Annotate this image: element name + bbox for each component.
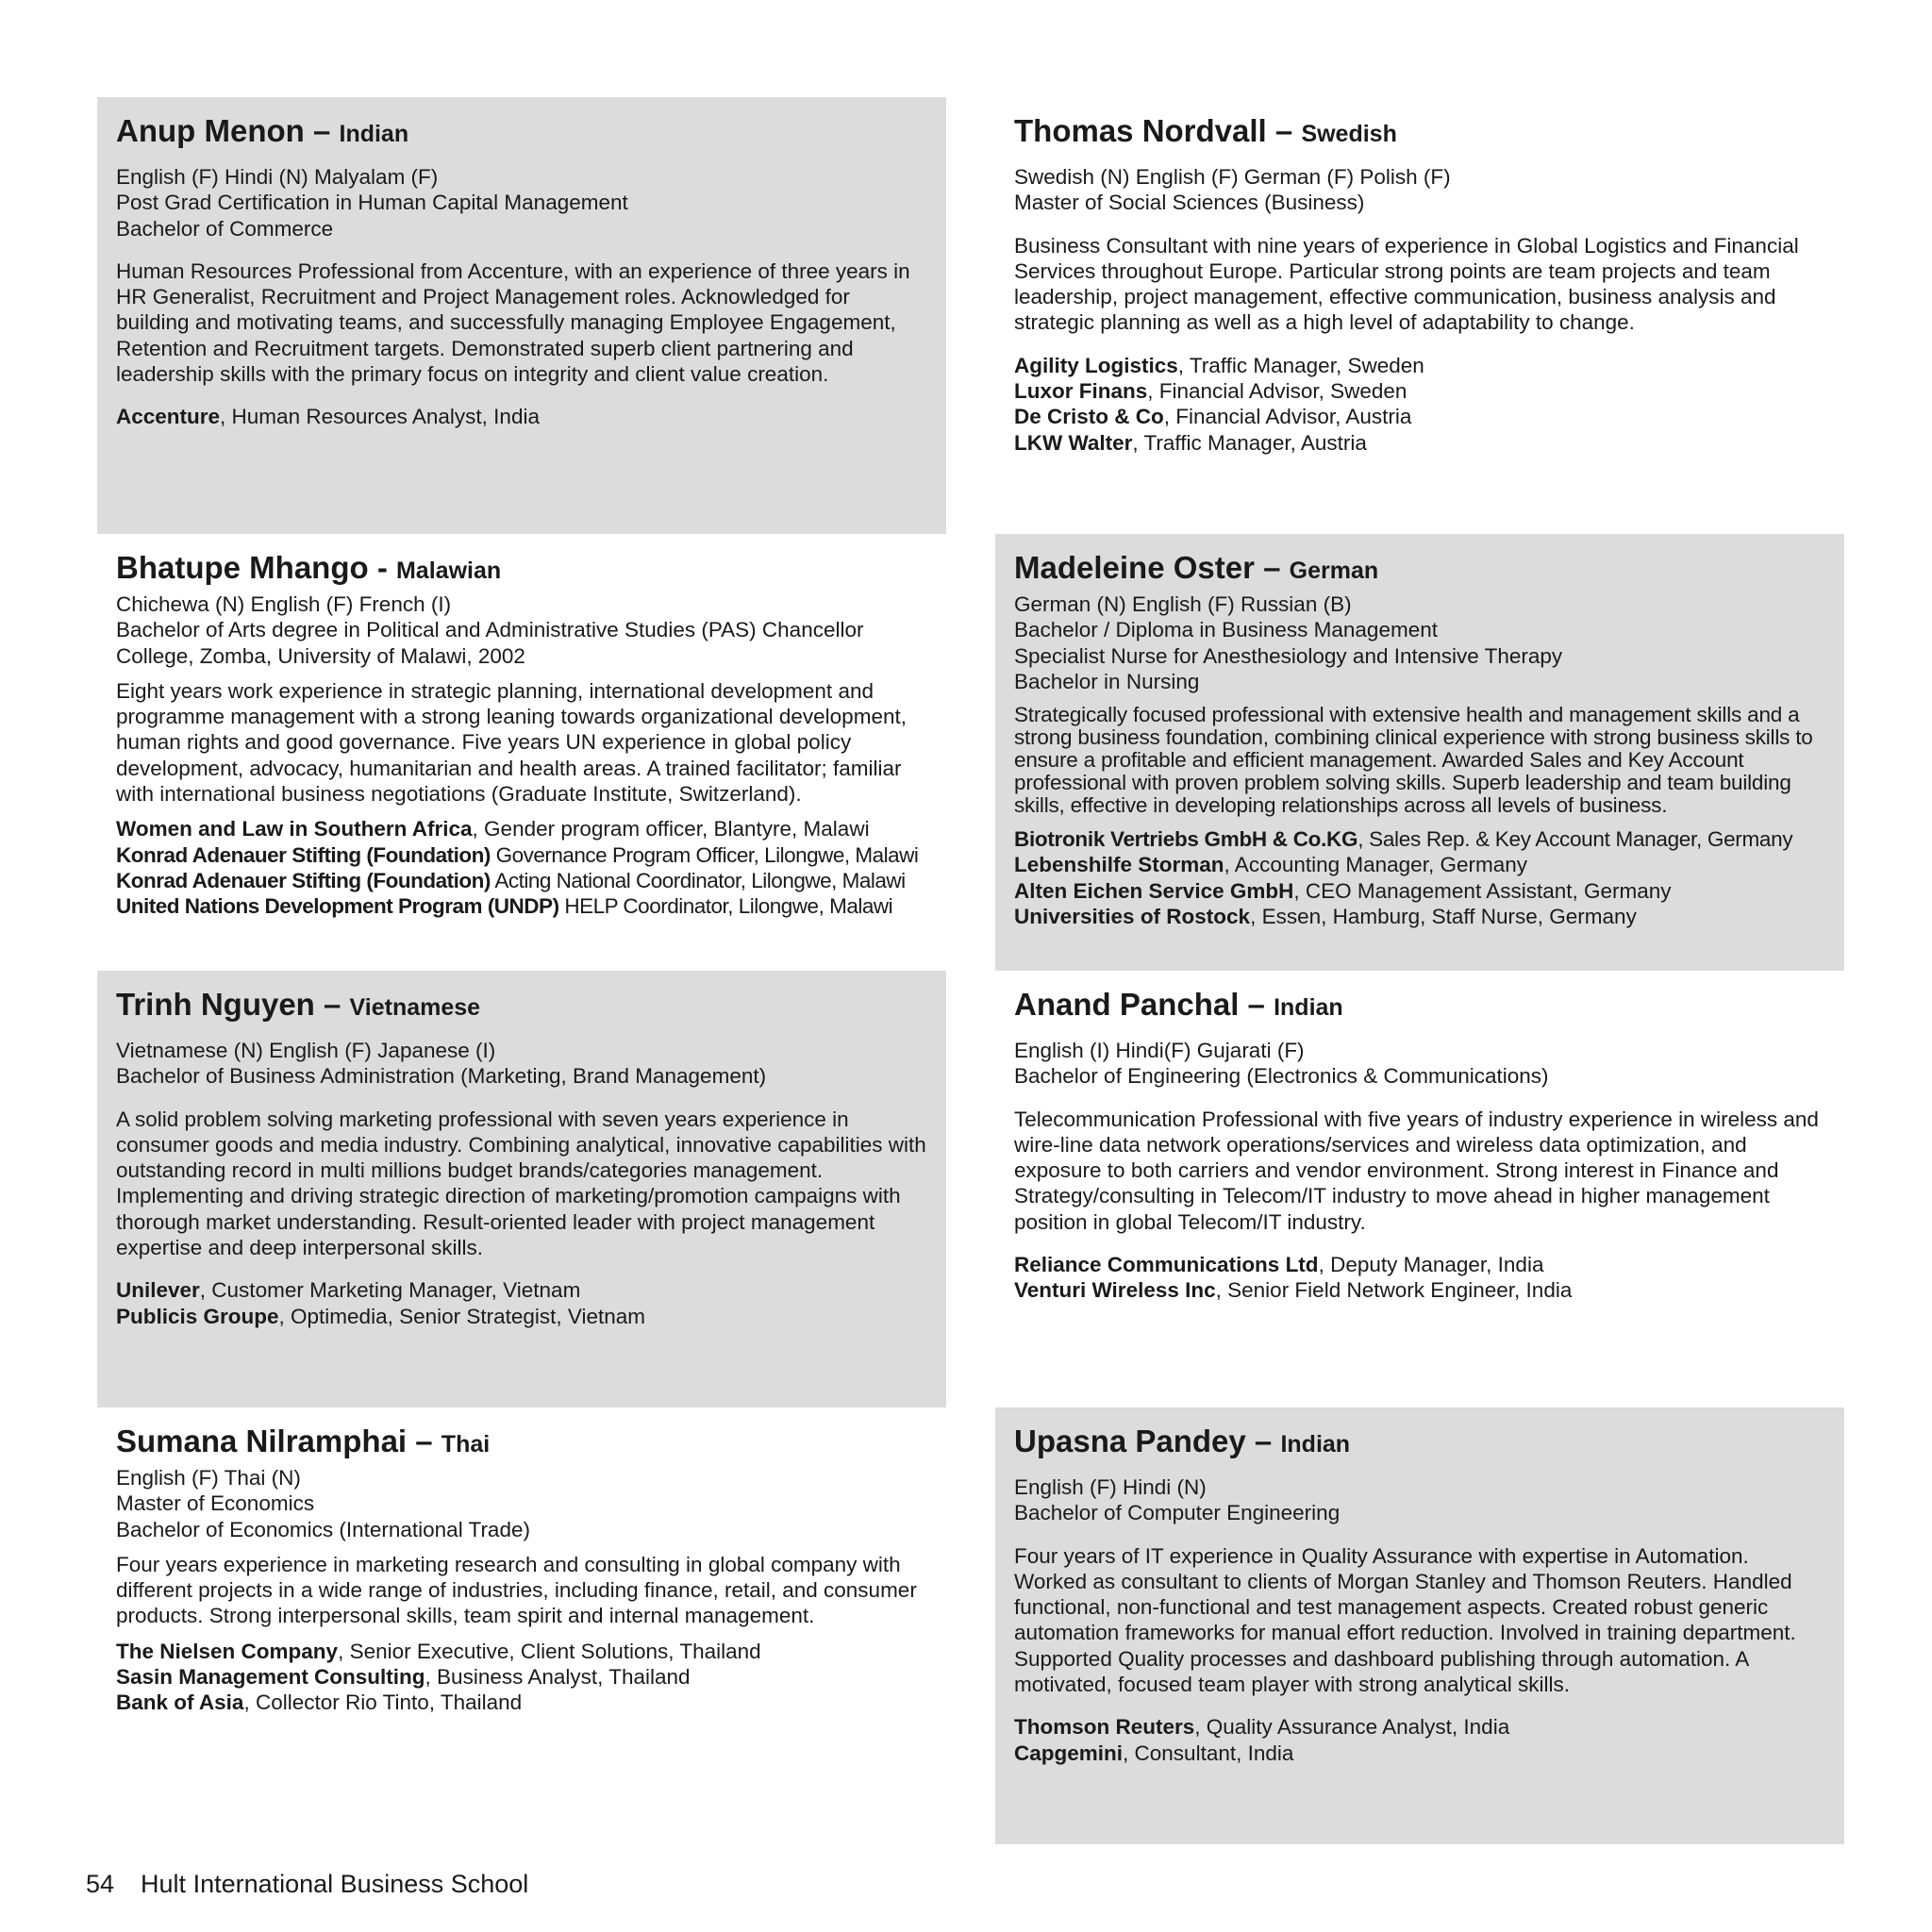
profile-details: Vietnamese (N) English (F) Japanese (I) Bachelor of Business Administration (Marketing, Brand Management) <box>116 1039 767 1089</box>
employer-entry: Lebenshilfe Storman, Accounting Manager, Germany <box>1014 853 1527 877</box>
employer-entry: Universities of Rostock, Essen, Hamburg, Staff Nurse, Germany <box>1014 905 1637 929</box>
profile-summary: Eight years work experience in strategic planning, international development and programme management with a strong leaning towards organizational development, human rights and good governance. Five years UN experience in global policy development, advocacy, humanitarian and health areas. A trained facilitator; familiar with international business negotiations (Graduate Institute, Switzerland). <box>116 678 907 807</box>
profile-summary: Four years of IT experience in Quality Assurance with expertise in Automation. Worked as consultant to clients of Morgan Stanley and Thomson Reuters. Handled functional, non-functional and test management aspects. Created robust generic automation frameworks for manual effort reduction. Involved in training department. Supported Quality processes and dashboard publishing through automation. A motivated, focused team player with strong analytical skills. <box>1014 1543 1796 1697</box>
employer-entry: United Nations Development Program (UNDP) HELP Coordinator, Lilongwe, Malawi <box>116 894 893 919</box>
profile-employers <box>116 1277 927 1329</box>
profile-summary: Business Consultant with nine years of experience in Global Logistics and Financial Services throughout Europe. Particular strong points are team projects and team leadership, project management, effective communication, business analysis and strategic planning as well as a high level of adaptability to change. <box>1014 233 1799 335</box>
profile-summary: Four years experience in marketing research and consulting in global company with different projects in a wide range of industries, including finance, retail, and consumer products. Strong interpersonal skills, team spirit and internal management. <box>116 1552 917 1628</box>
profile-name: Thomas Nordvall – Swedish <box>1014 113 1397 148</box>
employer-entry: Women and Law in Southern Africa, Gender program officer, Blantyre, Malawi <box>116 817 870 841</box>
profile-details: English (F) Hindi (N) Bachelor of Computer Engineering <box>1014 1475 1341 1525</box>
employer-entry: Thomson Reuters, Quality Assurance Analyst, India <box>1014 1715 1510 1740</box>
profile-employers <box>116 1639 927 1716</box>
profile-details: Swedish (N) English (F) German (F) Polish (F) Master of Social Sciences (Business) <box>1014 165 1451 215</box>
profile-employers <box>1014 1252 1825 1304</box>
page-number: 54 <box>86 1870 115 1898</box>
employer-entry: Agility Logistics, Traffic Manager, Sweden <box>1014 353 1424 377</box>
profile-name: Bhatupe Mhango - Malawian <box>116 550 502 585</box>
profile-employers <box>1014 353 1825 456</box>
profile-name: Anand Panchal – Indian <box>1014 987 1343 1022</box>
profile-card-anand-panchal <box>995 971 1844 1407</box>
profile-nationality: Swedish <box>1301 121 1397 147</box>
employer-entry: De Cristo & Co, Financial Advisor, Austria <box>1014 405 1412 429</box>
profile-name: Trinh Nguyen – Vietnamese <box>116 987 481 1022</box>
profile-card-trinh-nguyen <box>97 971 946 1407</box>
employer-entry: Sasin Management Consulting, Business Analyst, Thailand <box>116 1665 691 1690</box>
employer-entry: The Nielsen Company, Senior Executive, Client Solutions, Thailand <box>116 1639 761 1663</box>
profile-nationality: Indian <box>339 121 409 147</box>
employer-entry: Luxor Finans, Financial Advisor, Sweden <box>1014 379 1407 404</box>
profile-name: Sumana Nilramphai – Thai <box>116 1424 491 1458</box>
publication-name: Hult International Business School <box>141 1870 529 1898</box>
profile-card-madeleine-oster <box>995 534 1844 971</box>
profile-summary: Human Resources Professional from Accenture, with an experience of three years in HR Generalist, Recruitment and Project Management roles. Acknowledged for building and motivating teams, and successfully managing Employee Engagement, Retention and Recruitment targets. Demonstrated superb client partnering and leadership skills with the primary focus on integrity and client value creation. <box>116 258 910 387</box>
employer-entry: Bank of Asia, Collector Rio Tinto, Thailand <box>116 1690 523 1715</box>
profile-details: English (F) Hindi (N) Malyalam (F) Post Grad Certification in Human Capital Management Bachelor of Commerce <box>116 165 628 241</box>
profile-details: English (F) Thai (N) Master of Economics Bachelor of Economics (International Trade) <box>116 1466 530 1541</box>
profile-details: Chichewa (N) English (F) French (I) Bachelor of Arts degree in Political and Administrative Studies (PAS) Chancellor College, Zomba, University of Malawi, 2002 <box>116 592 864 668</box>
profile-details: German (N) English (F) Russian (B) Bachelor / Diploma in Business Management Specialist Nurse for Anesthesiology and Intensive Therapy Bachelor in Nursing <box>1014 592 1563 693</box>
profile-nationality: Malawian <box>395 558 502 584</box>
employer-entry: Publicis Groupe, Optimedia, Senior Strategist, Vietnam <box>116 1304 646 1328</box>
employer-entry: Konrad Adenauer Stifting (Foundation) Governance Program Officer, Lilongwe, Malawi <box>116 842 919 867</box>
profile-nationality: German <box>1289 558 1379 584</box>
profile-card-sumana-nilramphai <box>97 1407 946 1844</box>
profile-card-thomas-nordvall <box>995 97 1844 534</box>
employer-entry: Alten Eichen Service GmbH, CEO Management Assistant, Germany <box>1014 878 1672 903</box>
profile-summary: Telecommunication Professional with five years of industry experience in wireless and wire-line data network operations/services and wireless data optimization, and exposure to both carriers and vendor environment. Strong interest in Finance and Strategy/consulting in Telecom/IT industry to move ahead in higher management position in global Telecom/IT industry. <box>1014 1107 1819 1234</box>
profile-nationality: Indian <box>1274 994 1343 1021</box>
profile-nationality: Vietnamese <box>349 994 481 1021</box>
employer-entry: Reliance Communications Ltd, Deputy Manager, India <box>1014 1253 1544 1277</box>
employer-entry: Biotronik Vertriebs GmbH & Co.KG, Sales Rep. & Key Account Manager, Germany <box>1014 827 1793 852</box>
profile-card-bhatupe-mhango <box>97 534 946 971</box>
profile-name: Madeleine Oster – German <box>1014 550 1379 585</box>
employer-entry: Konrad Adenauer Stifting (Foundation) Acting National Coordinator, Lilongwe, Malawi <box>116 868 906 892</box>
profile-card-upasna-pandey <box>995 1407 1844 1844</box>
profile-name: Upasna Pandey – Indian <box>1014 1424 1351 1458</box>
profile-nationality: Thai <box>441 1431 491 1457</box>
employer-entry: Capgemini, Consultant, India <box>1014 1740 1294 1765</box>
profile-employers <box>116 816 927 919</box>
profile-details: English (I) Hindi(F) Gujarati (F) Bachelor of Engineering (Electronics & Communications) <box>1014 1039 1549 1089</box>
profile-summary: A solid problem solving marketing professional with seven years experience in consumer goods and media industry. Combining analytical, innovative capabilities with outstanding record in multi millions budget brands/categories management. Implementing and driving strategic direction of marketing/promotion campaigns with thorough market understanding. Result-oriented leader with project management expertise and deep interpersonal skills. <box>116 1107 926 1260</box>
profile-nationality: Indian <box>1280 1431 1351 1457</box>
page-footer <box>86 1868 528 1900</box>
profile-name: Anup Menon – Indian <box>116 113 409 148</box>
profile-card-anup-menon <box>97 97 946 534</box>
profile-employers <box>1014 1714 1825 1766</box>
employer-entry: Venturi Wireless Inc, Senior Field Network Engineer, India <box>1014 1278 1573 1303</box>
employer-entry: Unilever, Customer Marketing Manager, Vietnam <box>116 1278 581 1303</box>
employer-entry: LKW Walter, Traffic Manager, Austria <box>1014 430 1367 455</box>
profile-employers <box>116 404 927 429</box>
profile-employers <box>1014 826 1825 929</box>
profile-summary: Strategically focused professional with extensive health and management skills and a strong business foundation, combining clinical experience with strong business skills to ensure a profitable and efficient management. Awarded Sales and Key Account professional with proven problem solving skills. Superb leadership and team building skills, effective in developing relationships across all levels of business. <box>1014 703 1813 818</box>
employer-entry: Accenture, Human Resources Analyst, India <box>116 405 540 429</box>
